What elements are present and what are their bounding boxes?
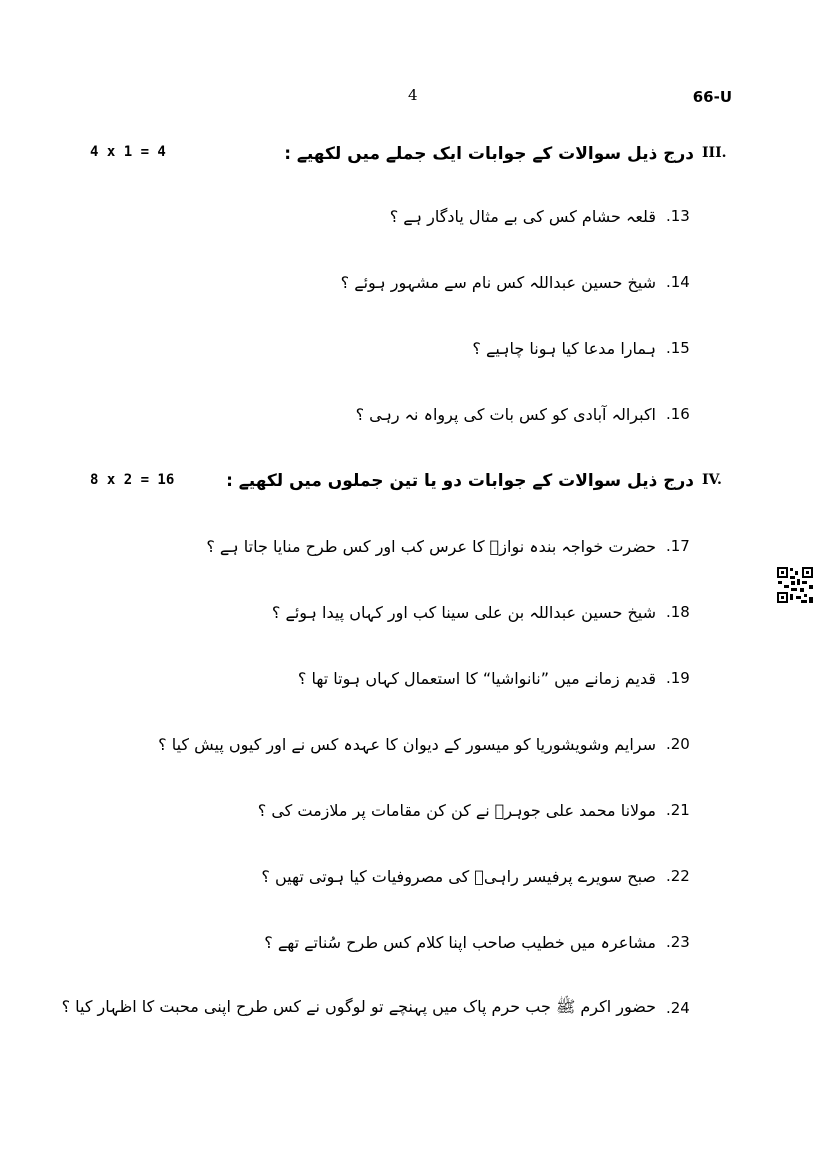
section-numeral: III. (702, 145, 727, 161)
question-text: حضور اکرم ﷺ جب حرم پاک میں پہنچے تو لوگوں نے کس طرح اپنی محبت کا اظہار کیا ؟ (61, 996, 656, 1016)
section-heading (226, 467, 736, 493)
question-text: مولانا محمد علی جوہرؔ نے کن کن مقامات پر ملازمت کی ؟ (257, 800, 656, 820)
question (341, 268, 696, 296)
section-numeral: IV. (702, 472, 722, 488)
question-number: .22 (666, 867, 690, 885)
question-text: صبح سویرے پرفیسر راہیؔ کی مصروفیات کیا ہوتی تھیں ؟ (261, 866, 656, 886)
question-text: شیخ حسین عبداللہ بن علی سینا کب اور کہاں پیدا ہوئے ؟ (271, 602, 656, 622)
page-number: 4 (408, 86, 418, 104)
question-text: قدیم زمانے میں ”نانواشیا“ کا استعمال کہاں ہوتا تھا ؟ (297, 668, 656, 688)
question-number: .15 (666, 339, 690, 357)
question-number: .18 (666, 603, 690, 621)
question (272, 598, 696, 626)
question-number: .13 (666, 207, 690, 225)
question-text: حضرت خواجہ بندہ نوازؒ کا عرس کب اور کس طرح منایا جاتا ہے ؟ (206, 536, 656, 556)
question-number: .24 (666, 999, 690, 1017)
question-text: مشاعرہ میں خطیب صاحب اپنا کلام کس طرح سُناتے تھے ؟ (264, 932, 656, 952)
qr-code-icon (776, 566, 814, 604)
question-number: .16 (666, 405, 690, 423)
paper-code: 66-U (692, 88, 732, 106)
question (264, 928, 696, 956)
question-number: .19 (666, 669, 690, 687)
question (472, 334, 696, 362)
question-number: .20 (666, 735, 690, 753)
question-number: .14 (666, 273, 690, 291)
question-text: ہمارا مدعا کیا ہونا چاہیے ؟ (472, 338, 656, 358)
section-heading (284, 140, 736, 166)
question-text: قلعہ حشام کس کی بے مثال یادگار ہے ؟ (389, 206, 656, 226)
question-number: .23 (666, 933, 690, 951)
question (62, 994, 696, 1022)
section-marks: 8 x 2 = 16 (90, 472, 175, 488)
question (158, 730, 696, 758)
question (261, 862, 696, 890)
section-title: درج ذیل سوالات کے جوابات ایک جملے میں لکھیے : (284, 143, 694, 164)
question (390, 202, 696, 230)
question (258, 796, 696, 824)
section-marks: 4 x 1 = 4 (90, 144, 166, 160)
question-text: شیخ حسین عبداللہ کس نام سے مشہور ہوئے ؟ (340, 272, 656, 292)
question-text: اکبرالہ آبادی کو کس بات کی پرواہ نہ رہی ؟ (355, 404, 656, 424)
question-number: .17 (666, 537, 690, 555)
question (356, 400, 696, 428)
question (206, 532, 696, 560)
section-title: درج ذیل سوالات کے جوابات دو یا تین جملوں میں لکھیے : (226, 470, 694, 491)
question-number: .21 (666, 801, 690, 819)
question-text: سرایم وشویشوریا کو میسور کے دیوان کا عہدہ کس نے اور کیوں پیش کیا ؟ (158, 734, 656, 754)
question (298, 664, 696, 692)
